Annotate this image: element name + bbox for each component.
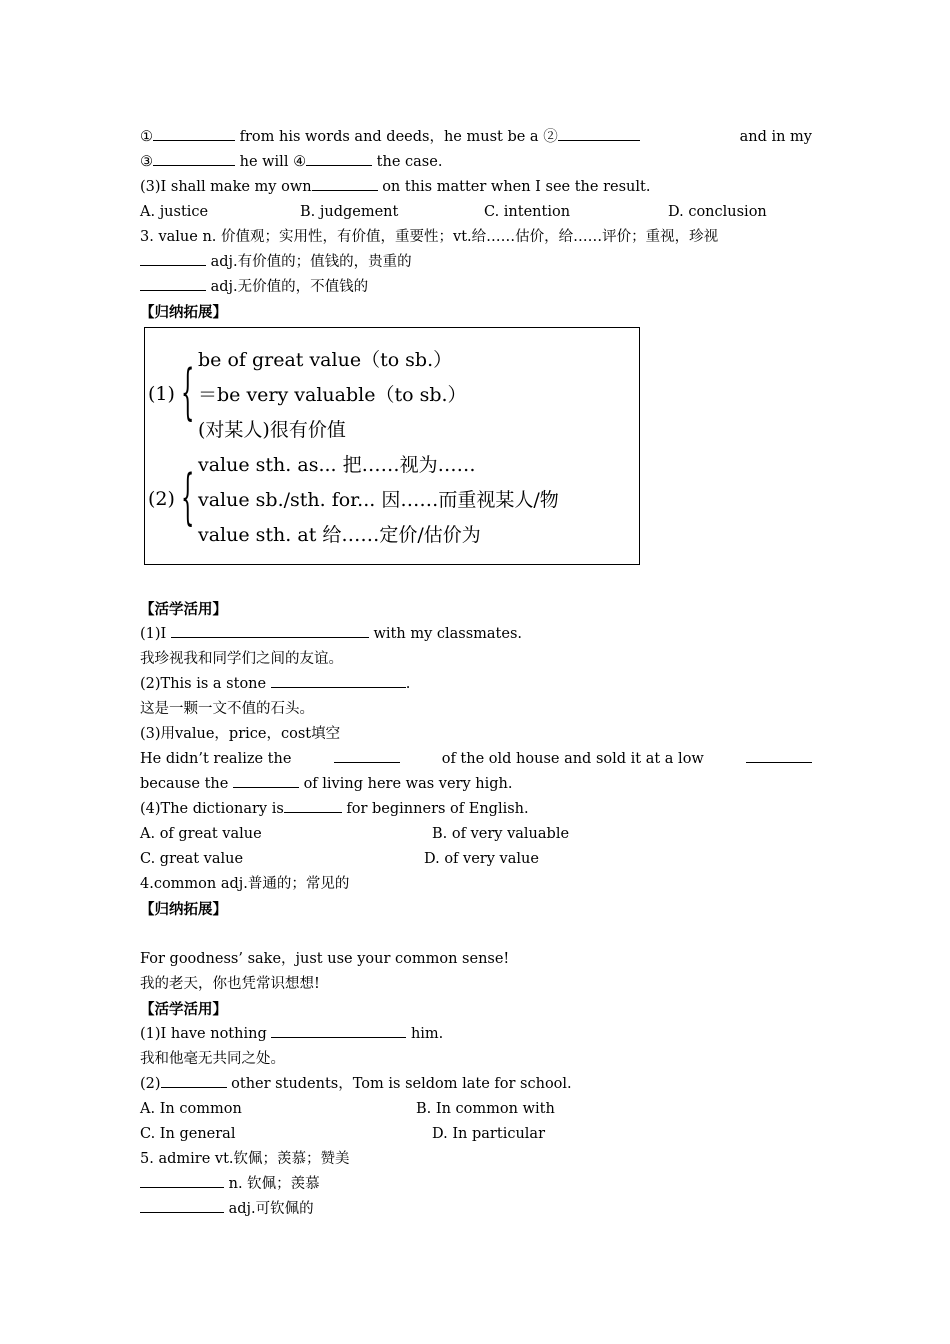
option-b[interactable]: B. In common with [416,1101,555,1117]
blank[interactable] [746,747,812,763]
option-a[interactable]: A. In common [140,1101,242,1117]
practice-c2 [140,1072,812,1097]
options-row [140,822,812,847]
text: because the [140,776,233,792]
blank[interactable] [140,275,206,291]
options-row [140,847,812,872]
box-line: value sth. at 给……定价/估价为 [198,524,481,546]
brace-icon: { [181,357,195,427]
text: n. 钦佩；羡慕 [224,1176,320,1192]
text: (1)I have nothing [140,1026,272,1042]
blank[interactable] [306,150,372,166]
document-page [140,125,812,325]
option-c[interactable]: C. great value [140,851,244,867]
vocab-admirable [140,1197,812,1222]
blank[interactable] [140,1172,224,1188]
vocab-valuable [140,250,812,275]
text: on this matter when I see the result. [377,179,651,195]
box-num-2: (2) [148,488,175,510]
text: of the old house and sold it at a low [441,751,704,767]
summary-box [144,327,640,565]
text: the case. [372,154,443,170]
text: (3)I shall make my own [140,179,312,195]
text: He didn’t realize the [140,751,292,767]
vocab-admire: 5. admire vt.钦佩；羡慕；赞美 [140,1151,350,1167]
option-b[interactable]: B. judgement [300,204,399,220]
vocab-admiration [140,1172,812,1197]
box-num-1: (1) [148,383,175,405]
text: adj.可钦佩的 [224,1201,314,1217]
blank[interactable] [271,672,406,688]
text: (2)This is a stone [140,676,271,692]
options-row [140,1097,812,1122]
section-heading: 【活学活用】 [140,601,227,618]
option-d[interactable]: D. of very value [424,851,539,867]
circle-num-1: ① [140,129,153,145]
text: with my classmates. [368,626,523,642]
question-3 [140,175,812,200]
option-a[interactable]: A. justice [140,204,209,220]
spacer [140,922,812,947]
text: of living here was very high. [298,776,513,792]
option-a[interactable]: A. of great value [140,826,262,842]
blank[interactable] [334,747,400,763]
blank[interactable] [312,175,378,191]
vocab-common: 4.common adj.普通的；常见的 [140,876,350,892]
text: from his words and deeds，he must be a ② [235,129,558,145]
translation: 我珍视我和同学们之间的友谊。 [140,651,343,667]
practice-4 [140,797,812,822]
practice-1 [140,622,812,647]
section-heading: 【归纳拓展】 [140,304,227,321]
blank[interactable] [161,1072,227,1088]
box-line: value sb./sth. for... 因……而重视某人/物 [198,489,559,511]
text: (2) [140,1076,161,1092]
translation: 这是一颗一文不值的石头。 [140,701,314,717]
section-heading: 【活学活用】 [140,1001,227,1018]
section-heading: 【归纳拓展】 [140,901,227,918]
translation: 我的老天，你也凭常识想想! [140,976,320,992]
option-d[interactable]: D. conclusion [668,204,767,220]
practice-3-line2 [140,772,812,797]
blank[interactable] [271,1022,406,1038]
practice-3: (3)用value，price，cost填空 [140,726,341,742]
option-b[interactable]: B. of very valuable [432,826,570,842]
option-c[interactable]: C. intention [484,204,571,220]
box-line: (对某人)很有价值 [198,419,346,441]
text: him. [406,1026,444,1042]
blank[interactable] [140,1197,224,1213]
practice-3-line [140,747,812,772]
blank[interactable] [233,772,299,788]
option-c[interactable]: C. In general [140,1126,236,1142]
box-line: ＝be very valuable（to sb.） [198,384,467,406]
text: and in my [739,129,812,145]
circle-num-3: ③ [140,154,153,170]
practice-c1 [140,1022,812,1047]
blank[interactable] [284,797,342,813]
text-line-2 [140,150,812,175]
box-line: be of great value（to sb.） [198,349,453,371]
vocab-value: 3. value n. 价值观；实用性，有价值，重要性；vt.给……估价，给……评价；重视，珍视 [140,229,719,245]
translation: 我和他毫无共同之处。 [140,1051,285,1067]
box-line: value sth. as... 把……视为…… [198,454,476,476]
text: for beginners of English. [341,801,529,817]
brace-icon: { [181,462,195,532]
blank[interactable] [171,622,369,638]
text: adj.有价值的；值钱的，贵重的 [206,254,412,270]
text: . [405,676,411,692]
text: (1)I [140,626,171,642]
text: other students，Tom is seldom late for school. [226,1076,572,1092]
option-d[interactable]: D. In particular [432,1126,545,1142]
vocab-valueless [140,275,812,300]
text: he will ④ [235,154,307,170]
options-row [140,1122,812,1147]
blank[interactable] [140,250,206,266]
document-page-lower [140,597,812,1222]
text-line-1 [140,125,812,150]
options-row [140,200,812,225]
example-sentence: For goodness’ sake，just use your common sense! [140,951,510,967]
text: (4)The dictionary is [140,801,284,817]
blank[interactable] [558,125,640,141]
blank[interactable] [153,150,235,166]
text: adj.无价值的，不值钱的 [206,279,369,295]
practice-2 [140,672,812,697]
blank[interactable] [153,125,235,141]
